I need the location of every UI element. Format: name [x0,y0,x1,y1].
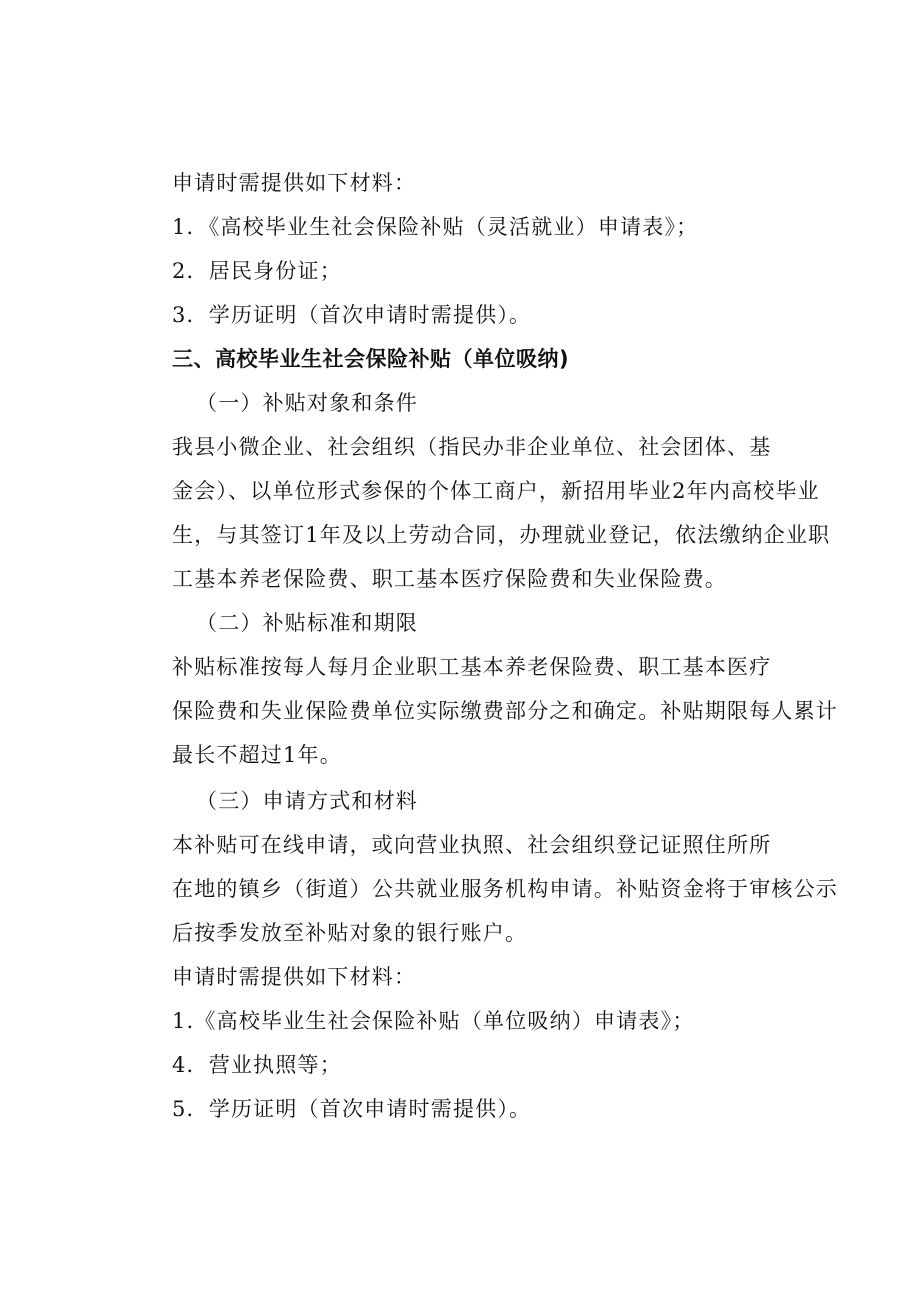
paragraph-line: 保险费和失业保险费单位实际缴费部分之和确定。补贴期限每人累计 [172,699,838,723]
paragraph-line: 我县小微企业、社会组织（指民办非企业单位、社会团体、基 [172,435,772,459]
material-item-2: 2．居民身份证； [172,259,342,283]
material-item-3: 3．学历证明（首次申请时需提供）。 [172,303,532,327]
paragraph-line: 在地的镇乡（街道）公共就业服务机构申请。补贴资金将于审核公示 [172,877,838,901]
paragraph-line: 工基本养老保险费、职工基本医疗保险费和失业保险费。 [172,567,727,591]
paragraph-line: 后按季发放至补贴对象的银行账户。 [172,921,528,945]
paragraph-line: 最长不超过1年。 [172,743,342,767]
materials-intro-1: 申请时需提供如下材料： [172,171,417,195]
material-item-6: 5．学历证明（首次申请时需提供）。 [172,1097,532,1121]
materials-intro-2: 申请时需提供如下材料： [172,965,417,989]
subsection-heading-3: （三）申请方式和材料 [196,789,418,813]
paragraph-line: 补贴标准按每人每月企业职工基本养老保险费、职工基本医疗 [172,655,772,679]
paragraph-line: 金会）、以单位形式参保的个体工商户，新招用毕业2年内高校毕业 [172,479,820,503]
section-heading-3: 三、高校毕业生社会保险补贴（单位吸纳) [172,347,570,371]
subsection-heading-1: （一）补贴对象和条件 [196,391,418,415]
subsection-heading-2: （二）补贴标准和期限 [196,611,418,635]
material-item-1: 1．《高校毕业生社会保险补贴（灵活就业）申请表》； [172,215,699,239]
material-item-4: 1.《高校毕业生社会保险补贴（单位吸纳）申请表》； [172,1009,695,1033]
paragraph-line: 生，与其签订1年及以上劳动合同，办理就业登记，依法缴纳企业职 [172,523,831,547]
paragraph-line: 本补贴可在线申请，或向营业执照、社会组织登记证照住所所 [172,833,772,857]
material-item-5: 4．营业执照等； [172,1053,342,1077]
